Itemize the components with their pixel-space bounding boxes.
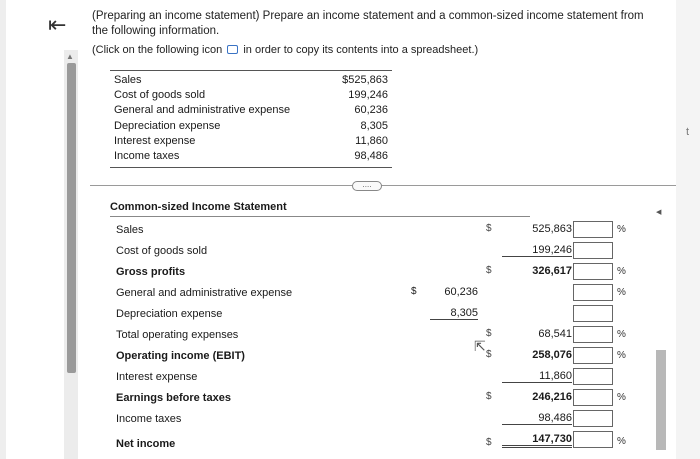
row-value: 11,860	[355, 134, 388, 147]
value-sales: 525,863	[532, 223, 572, 235]
dollar-sign: $	[486, 437, 492, 448]
title-rule	[110, 216, 530, 217]
row-label-interest-expense: Interest expense	[116, 371, 198, 383]
percent-input-interest-expense[interactable]	[573, 368, 613, 385]
row-value: 98,486	[354, 149, 388, 162]
row-label-gross-profits: Gross profits	[116, 266, 186, 278]
dollar-sign: $	[486, 265, 492, 276]
common-sized-income-statement	[110, 200, 626, 450]
row-label-ebt: Earnings before taxes	[116, 392, 231, 404]
row-label: Interest expense	[114, 134, 196, 147]
percent-sign: %	[617, 350, 626, 361]
row-label: Cost of goods sold	[114, 89, 206, 102]
copy-note-suffix: in order to copy its contents into a spreadsheet.)	[243, 44, 479, 56]
value-ebit: 258,076	[532, 349, 572, 361]
value-total-opex: 68,541	[538, 328, 572, 340]
table-row	[110, 149, 392, 164]
row-label-net-income: Net income	[116, 438, 176, 450]
left-edge	[0, 0, 6, 459]
percent-sign: %	[617, 287, 626, 298]
table-row	[110, 73, 392, 88]
row-label-ga-expense: General and administrative expense	[116, 287, 293, 299]
percent-input-gross-profits[interactable]	[573, 263, 613, 280]
right-edge-text: t	[686, 126, 690, 138]
instructions-text: (Preparing an income statement) Prepare an income statement and a common-sized income statement from the following information.	[92, 10, 644, 37]
row-label: Income taxes	[114, 149, 180, 162]
value-interest-expense: 11,860	[502, 370, 572, 383]
left-scrollbar-thumb[interactable]	[67, 63, 76, 373]
percent-input-net-income[interactable]	[573, 431, 613, 448]
row-value: 60,236	[354, 104, 388, 117]
table-row	[110, 134, 392, 149]
percent-input-sales[interactable]	[573, 221, 613, 238]
dollar-sign: $	[486, 223, 492, 234]
row-label-income-taxes: Income taxes	[116, 413, 182, 425]
table-row	[110, 119, 392, 134]
table-bottom-rule	[110, 167, 392, 168]
row-label-ebit: Operating income (EBIT)	[116, 350, 245, 362]
scroll-left-icon[interactable]: ◀	[656, 209, 662, 216]
percent-sign: %	[617, 224, 626, 235]
expand-more-button[interactable]: ....	[352, 181, 382, 191]
back-arrow-icon[interactable]: ⇤	[48, 12, 67, 37]
percent-sign: %	[617, 329, 626, 340]
row-label: Sales	[114, 74, 142, 86]
value-ga-expense: 60,236	[444, 286, 478, 298]
percent-input-depreciation[interactable]	[573, 305, 613, 322]
value-ebt: 246,216	[532, 391, 572, 403]
row-label-depreciation: Depreciation expense	[116, 308, 223, 320]
value-depreciation: 8,305	[430, 307, 478, 320]
dollar-sign: $	[486, 349, 492, 360]
percent-sign: %	[617, 436, 626, 447]
row-label-sales: Sales	[116, 224, 144, 236]
percent-input-ga-expense[interactable]	[573, 284, 613, 301]
copy-spreadsheet-icon[interactable]	[227, 45, 238, 54]
mouse-cursor-icon: ⇱	[474, 338, 486, 354]
table-row	[110, 103, 392, 118]
percent-sign: %	[617, 392, 626, 403]
copy-note-prefix: (Click on the following icon	[92, 44, 223, 56]
value-income-taxes: 98,486	[502, 412, 572, 425]
table-row	[110, 88, 392, 103]
row-value: 8,305	[360, 119, 388, 132]
percent-input-cogs[interactable]	[573, 242, 613, 259]
row-label-total-opex: Total operating expenses	[116, 329, 239, 341]
value-cogs: 199,246	[502, 244, 572, 257]
percent-input-total-opex[interactable]	[573, 326, 613, 343]
table-top-rule	[110, 70, 392, 71]
given-data-table	[110, 70, 392, 168]
value-net-income: 147,730	[502, 433, 572, 448]
value-gross-profits: 326,617	[532, 265, 572, 277]
row-value: $525,863	[342, 74, 388, 86]
dollar-sign: $	[411, 286, 417, 297]
right-scrollbar-thumb[interactable]	[656, 350, 666, 450]
row-label: Depreciation expense	[114, 119, 221, 132]
row-label-cogs: Cost of goods sold	[116, 245, 208, 257]
dollar-sign: $	[486, 328, 492, 339]
percent-input-ebit[interactable]	[573, 347, 613, 364]
row-label: General and administrative expense	[114, 104, 291, 117]
percent-input-ebt[interactable]	[573, 389, 613, 406]
section-divider	[90, 185, 697, 186]
percent-input-income-taxes[interactable]	[573, 410, 613, 427]
dollar-sign: $	[486, 391, 492, 402]
row-value: 199,246	[348, 89, 388, 102]
copy-note	[92, 44, 478, 56]
percent-sign: %	[617, 266, 626, 277]
statement-title: Common-sized Income Statement	[110, 201, 287, 213]
right-edge-panel	[676, 0, 700, 459]
scroll-up-icon[interactable]: ▲	[66, 52, 74, 61]
